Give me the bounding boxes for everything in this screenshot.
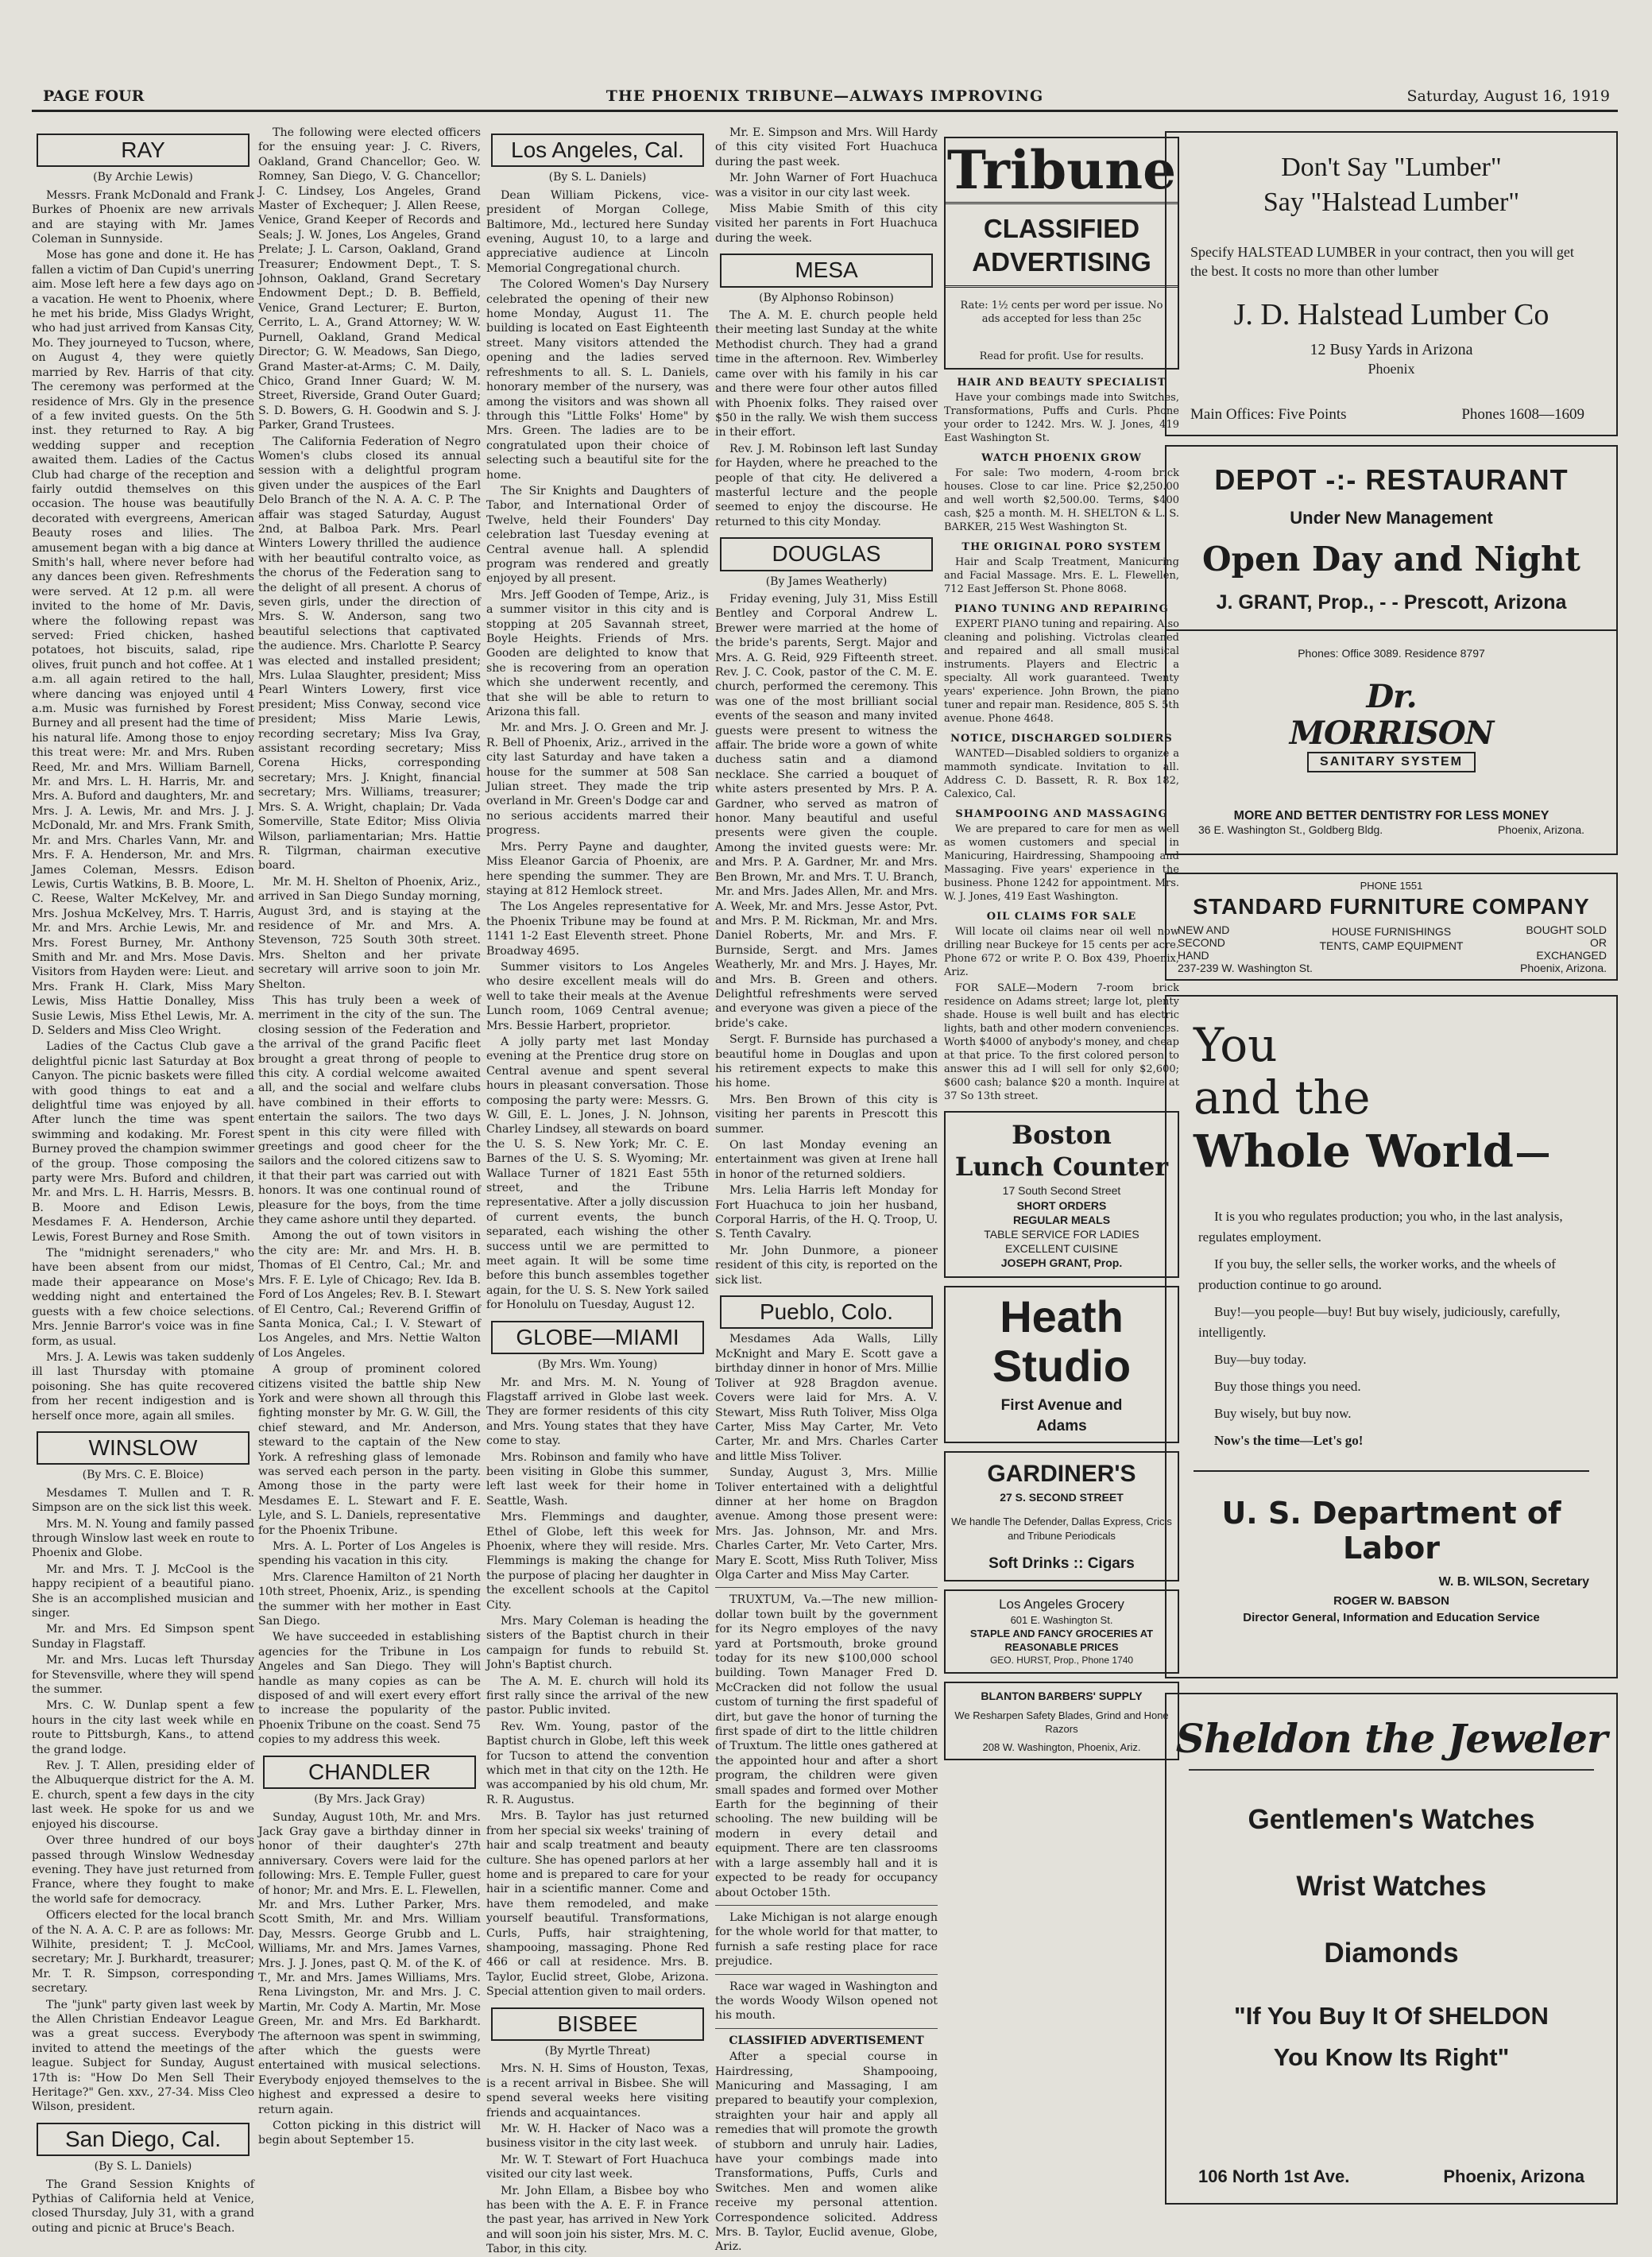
classified-text: For sale: Two modern, 4-room brick houses. Close to car line. Price $2,250.00 and well worth $2,500.00. Terms, $400 cash, $25 a month. M. H. SHELTON & L. S. BARKER, 215 West Washington St.	[944, 467, 1179, 533]
labor-block	[1194, 1470, 1589, 1624]
paragraph: If you buy, the seller sells, the worker works, and the wheels of production continue to go around.	[1198, 1256, 1556, 1292]
classified-title: CLASSIFIED	[983, 214, 1140, 243]
ad-address: 36 E. Washington St., Goldberg Bldg.	[1198, 823, 1383, 836]
paragraph: Messrs. Frank McDonald and Frank Burkes of Phoenix are new arrivals and are staying with Mr. James Coleman in Sunnyside.	[32, 188, 254, 246]
ad-item: Diamonds	[1324, 1938, 1459, 1969]
paragraph: The Los Angeles representative for the Phoenix Tribune may be found at 1141 1-2 East Eleventh street. Phone Broadway 4695.	[486, 900, 709, 958]
paragraph: Buy!—you people—buy! But buy wisely, judiciously, carefully, intelligently.	[1198, 1304, 1561, 1340]
byline: (By S. L. Daniels)	[548, 171, 647, 184]
paragraph: Rev. Wm. Young, pastor of the Baptist church in Globe, left this week for Tucson to attend the convention which met in that city on the 12th. He was accompanied by his old chum, Mr. R. R. Augustus.	[486, 1720, 709, 1806]
paragraph: Mr. and Mrs. Lucas left Thursday for Stevensville, where they will spend the summer.	[32, 1654, 254, 1697]
paragraph: Race war waged in Washington and the words Woody Wilson opened not his mouth.	[715, 1980, 938, 2023]
ad-text: Main Offices: Five Points	[1190, 406, 1347, 423]
paragraph: After a special course in Hairdressing, Shampooing, Manicuring and Massaging, I am prepared to beautify your complexion, straighten your hair and apply all remedies that will promote the growth of stubborn and unruly hair. Ladies, have your combings made into Transformations, Puffs, Curls and Switches. Men and women alike receive my personal attention. Correspondence solicited. Address Mrs. B. Taylor, Euclid avenue, Globe, Ariz.	[715, 2050, 938, 2254]
ad-address: Phoenix, Arizona.	[1520, 962, 1607, 974]
ad-text: TENTS, CAMP EQUIPMENT	[1319, 939, 1464, 952]
paragraph: Miss Mabie Smith of this city visited her parents in Fort Huachuca during the week.	[715, 203, 938, 245]
slogan: "If You Buy It Of SHELDON	[1234, 2002, 1549, 2030]
classified-header-box	[944, 137, 1179, 370]
paragraph: Mr. W. H. Hacker of Naco was a business visitor in the city last week.	[486, 2123, 709, 2151]
ad-title: Heath	[1000, 1291, 1124, 1341]
ad-headline: and the	[1194, 1070, 1371, 1125]
ad-title: Lunch Counter	[954, 1152, 1169, 1182]
ad-address: 237-239 W. Washington St.	[1178, 962, 1313, 974]
paragraph: Mr. E. Simpson and Mrs. Will Hardy of this city visited Fort Huachuca during the past week.	[715, 126, 938, 168]
ad-title: DEPOT -:- RESTAURANT	[1214, 463, 1569, 496]
headline-douglas: DOUGLAS	[720, 537, 933, 571]
classified-text: Have your combings made into Switches, Transformations, Puffs and Curls. Phone your order to 1242. Mrs. W. J. Jones, 419 East Washington St.	[944, 392, 1179, 444]
ad-address: Phoenix, Arizona	[1443, 2166, 1584, 2186]
paragraph: Over three hundred of our boys passed through Winslow Wednesday evening. They have just returned from France, where they fought to make the world safe for democracy.	[32, 1834, 254, 1906]
classified-title: OIL CLAIMS FOR SALE	[986, 911, 1137, 923]
paragraph: Mrs. N. H. Sims of Houston, Texas, is a recent arrival in Bisbee. She will spend several weeks here visiting friends and acquaintances.	[486, 2062, 709, 2120]
ad-line: SHORT ORDERS	[1016, 1199, 1107, 1212]
headline-pueblo: Pueblo, Colo.	[720, 1295, 933, 1329]
paragraph: Dean William Pickens, vice-president of Morgan College, Baltimore, Md., lectured here Sunday evening, August 10, to a large and appreciative audience at Lincoln Memorial Congregational church.	[486, 188, 709, 275]
paragraph: Lake Michigan is not alarge enough for the whole world for that matter, to furnish a safe resting place for race prejudice.	[715, 1911, 938, 1969]
ad-text: Phoenix	[1368, 361, 1415, 377]
paragraph: Mr. John Ellam, a Bisbee boy who has been with the A. E. F. in France the past year, has arrived in New York and will soon join his sister, Mrs. M. C. Tabor, in this city.	[486, 2184, 709, 2256]
byline: (By James Weatherly)	[765, 575, 888, 588]
ad-line: JOSEPH GRANT, Prop.	[1000, 1256, 1123, 1269]
depot-restaurant-ad	[1165, 445, 1618, 631]
classified-title: NOTICE, DISCHARGED SOLDIERS	[950, 733, 1173, 745]
paragraph: Mr. and Mrs. M. N. Young of Flagstaff arrived in Globe last week. They are former residents of this city and Mrs. Young states that they have come to stay.	[486, 1376, 709, 1448]
paragraph: Mr. and Mrs. T. J. McCool is the happy recipient of a beautiful piano. She is an accomplished musician and singer.	[32, 1562, 254, 1620]
paragraph: The Grand Session Knights of Pythias of California held at Venice, closed Thursday, July 31, with a grand outing and picnic at Bruce's Beach.	[32, 2178, 254, 2235]
paragraph: Rev. J. T. Allen, presiding elder of the Albuquerque district for the A. M. E. church, spent a few days in the city last week. He spoke for us and we enjoyed his discourse.	[32, 1760, 254, 1831]
company-name: Sheldon the Jeweler	[1175, 1715, 1608, 1762]
paragraph: Sergt. F. Burnside has purchased a beautiful home in Douglas and upon his retirement expects to make this his home.	[715, 1033, 938, 1090]
advertising-title: ADVERTISING	[946, 246, 1178, 288]
ad-title: Boston	[1012, 1120, 1112, 1150]
paragraph: The A. M. E. church will hold its first rally since the arrival of the new pastor. Public invited.	[486, 1674, 709, 1717]
ad-line: REGULAR MEALS	[1012, 1214, 1111, 1226]
classified-list	[944, 376, 1179, 1103]
paragraph: Summer visitors to Los Angeles who desire excellent meals will do well to take their meals at the Avenue Lunch room, 1069 Central avenue; Mrs. Bessie Harbert, proprietor.	[486, 960, 709, 1032]
ad-title: Studio	[992, 1341, 1132, 1391]
byline: (By S. L. Daniels)	[94, 2160, 192, 2174]
paragraph: Buy those things you need.	[1214, 1379, 1361, 1394]
article-ray	[32, 188, 254, 1423]
paragraph: This has truly been a week of merriment in the city of the sun. The closing session of the Federation and the arrival of the grand Pacific fleet brought a great throng of people to this city. A cordial welcome awaited all, and the social and welfare clubs have combined in their efforts to entertain the sailors. The two days spent in this city were filled with greetings and good cheer for the sailors and the colored citizens saw to it that their part was carried out with honors. It was one continual round of pleasure for the boys, from the time they came ashore until they departed.	[258, 993, 481, 1227]
headline-chandler: CHANDLER	[263, 1756, 476, 1789]
paper-title: THE PHOENIX TRIBUNE—ALWAYS IMPROVING	[605, 87, 1044, 105]
director-title: Director General, Information and Education Service	[1243, 1611, 1540, 1624]
paragraph: The following were elected officers for the ensuing year: J. C. Rivers, Oakland, Grand Chancellor; Geo. W. Romney, San Diego, V. G. Chancellor; J. C. Lindsey, Los Angeles, Grand Master of Exchequer; J. Allen Reese, Venice, Grand Keeper of Records and Seals; J. W. Jones, Los Angeles, Grand Prelate; J. L. Carson, Oakland, Grand Treasurer; Endowment Dept., T. S. Johnson, Oakland, Grand Secretary Endowment Dept.; D. B. Beffield, Venice, Grand Lecturer; E. Burton, Cerrito, L. A., Grand Attorney; W. W. Purnell, Oakland, Grand Medical Director; G. W. Meadows, San Diego, Grand Master-at-Arms; C. M. Daily, Chico, Grand Inner Guard; W. M. Street, Riverside, Grand Outer Guard; S. D. Bowers, G. H. Goodwin and S. J. Parker, Grand Trustees.	[258, 126, 481, 432]
gardiners-ad	[944, 1451, 1179, 1581]
divider	[715, 2028, 938, 2029]
ad-title: BLANTON BARBERS' SUPPLY	[981, 1690, 1143, 1702]
heath-studio-ad	[944, 1286, 1179, 1443]
classified-text: EXPERT PIANO tuning and repairing. Also cleaning and polishing. Victrolas cleaned and repaired and all small musical instruments. Players and Electric a specialty. All work guaranteed. Twenty years' experience. John Brown, the piano tuner and repair man. Residence, 805 S. 5th avenue. Phone 4648.	[944, 618, 1179, 725]
paragraph: Among the out of town visitors in the city are: Mr. and Mrs. H. B. Thomas of El Centro, Cal.; Mr. and Mrs. F. E. Lyle of Chicago; Rev. Ida B. Ford of Los Angeles; Rev. B. I. Stewart of El Centro, Cal.; Reverend Griffin of Santa Monica, Cal.; I. V. Stewart of Los Angeles, and Mrs. Nettie Walton of Los Angeles.	[258, 1229, 481, 1360]
ad-text: Soft Drinks :: Cigars	[988, 1555, 1135, 1572]
classified-text: We are prepared to care for men as well as women customers and special in Manicuring, Hairdressing, Shampooing and Massaging. Five years' experience in the business. Phone 1242 for appointment. Mrs. W. J. Jones, 419 East Washington.	[944, 823, 1179, 903]
headline-globe-miami: GLOBE—MIAMI	[491, 1321, 704, 1354]
paragraph: Now's the time—Let's go!	[1214, 1433, 1364, 1448]
paragraph: The Sir Knights and Daughters of Tabor, and International Order of Twelve, held their Founders' Day celebration last Tuesday evening at Central avenue hall. A splendid program was rendered and greatly enjoyed by all present.	[486, 484, 709, 586]
classified-text: FOR SALE—Modern 7-room brick residence on Adams street; large lot, plenty shade. House is well built and has electric lights, bath and other modern conveniences. Worth $4000 of anybody's money, and cheap at that price. To the first colored person to answer this ad I will sell for only $2,600; $600 cash; balance $20 a month. Inquire at 37 So 13th street.	[944, 982, 1179, 1102]
paragraph: Mose has gone and done it. He has fallen a victim of Dan Cupid's unerring aim. Mose left here a few days ago on a vacation. He went to Phoenix, where he met his bride, Miss Gladys Wright, who had just arrived from Kansas City, Mo. They journeyed to Tucson, where, on August 4, they were quietly married by Rev. Harris of that city. The ceremony was performed at the residence of Mrs. Gly in the presence of a few invited guests. On the 5th inst. they returned to Ray. A big wedding supper and reception awaited them. Ladies of the Cactus Club had charge of the reception and fairly outdid themselves on this occasion. The house was beautifully decorated with evergreens, American Beauty roses and lilies. The amusement began with a big dance at Smith's hall, where never before had any dances been given. Refreshments were served. At 12 p.m. all were invited to the home of Mr. Davis, where the following repast was served: Fried chicken, hashed potatoes, hot biscuits, salad, ripe olives, fruit punch and hot coffee. At 1 a.m. all again retired to the hall, where dancing was enjoyed until 4 a.m. Music was furnished by Forest Burney and all present had the time of his natural life. Among those to enjoy this treat were: Mr. and Mrs. Ruben Reed, Mr. and Mrs. William Barnell, Mr. and Mrs. L. H. Harris, Mr. and Mrs. A. Buford and daughters, Mr. and Mrs. J. A. Lewis, Mr. and Mrs. J. J. McDonald, Mr. and Mrs. Frank Smith, Mr. and Mrs. Charles Vann, Mr. and Mrs. F. A. Henderson, Mr. and Mrs. James Coleman, Messrs. Edison Lewis, Curtis Watkins, B. B. Moore, L. C. Reese, Walter McKelvey, Mr. and Mrs. Joshua McKelvey, Mrs. T. Harris, Mr. and Mrs. Archie Lewis, Mr. and Mrs. Forest Burney, Mr. Anthony Smith and Mr. and Mrs. Mose Davis. Visitors from Hayden were: Lieut. and Mrs. Frank H. Clark, Miss Mary Lewis, Miss Hattie Donalley, Miss Susie Lewis, Miss Ethel Lewis, Mr. A. D. Selders and Miss Cleo Wright.	[32, 249, 254, 1037]
paragraph: Mrs. M. N. Young and family passed through Winslow last week en route to Phoenix and Globe.	[32, 1517, 254, 1560]
paragraph: Officers elected for the local branch of the N. A. A. C. P. are as follows: Mr. Wilhite, president; T. J. McCool, secretary; Mr. J. Burkhardt, treasurer; Mr. T. R. Simpson, corresponding secretary.	[32, 1909, 254, 1996]
ad-address: Phoenix, Arizona.	[1498, 823, 1584, 836]
ad-text: BOUGHT SOLD OR EXCHANGED	[1526, 923, 1607, 962]
boston-lunch-ad	[944, 1111, 1179, 1278]
ad-headline: You	[1194, 1018, 1278, 1072]
paragraph: Mrs. Robinson and family who have been visiting in Globe this summer, left last week for their home in Seattle, Wash.	[486, 1450, 709, 1508]
paragraph: Mesdames T. Mullen and T. R. Simpson are on the sick list this week.	[32, 1486, 254, 1515]
ad-text: NEW AND SECOND HAND	[1178, 923, 1230, 962]
classified-text: WANTED—Disabled soldiers to organize a mammoth syndicate. Invitation to all. Address C. D. Bassett, R. R. Box 182, Calexico, Cal.	[944, 748, 1179, 800]
logo-text: Dr. MORRISON	[1289, 678, 1494, 752]
byline: (By Mrs. Wm. Young)	[537, 1358, 658, 1372]
paragraph: Mrs. Jeff Gooden of Tempe, Ariz., is a summer visitor in this city and is stopping at 205 Savannah street, Boyle Heights. Friends of Mrs. Gooden are delighted to know that she is recovering from an operation which she underwent recently, and that she will be able to return to Arizona this fall.	[486, 588, 709, 719]
classified-title: HAIR AND BEAUTY SPECIALIST	[957, 377, 1166, 389]
paragraph: Friday evening, July 31, Miss Estill Bentley and Corporal Andrew L. Brewer were married at the home of the bride's parents, Sergt. Major and Mrs. A. G. Reid, 929 Fifteenth street. Rev. J. C. Cook, pastor of the C. M. E. church, performed the ceremony. This was one of the most brilliant social events of the season and many invited guests were present to witness the affair. The bride wore a gown of white duchess satin and a diamond necklace. She carried a bouquet of white asters presented by Mrs. P. A. Gardner, who served as matron of honor. Many beautiful and useful presents were given the couple. Among the invited guests were: Mr. and Mrs. P. A. Gardner, Mr. and Mrs. Ben Brown, Mr. and Mrs. T. U. Branch, Mr. and Mrs. Jades Allen, Mr. and Mrs. A. Week, Mr. and Mrs. Jesse Astor, Pvt. and Mrs. P. M. Rickman, Mr. and Mrs. Daniel Roberts, Mr. and Mrs. F. Burnside, Sergt. and Mrs. James Weatherly, Mr. and Mrs. J. Hayes, Mr. and Mrs. B. Green and others. Delightful refreshments were served and everyone was given a piece of the bride's cake.	[715, 592, 938, 1030]
paragraph: TRUXTUM, Va.—The new million-dollar town built by the government for its Negro employes of the navy yard at Portsmouth, broke ground today for its new $100,000 school building. Town Manager Fred D. McCracken did not follow the usual custom of turning the first spadeful of dirt, but gave the honor of turning the first spade of dirt to the little children of Truxtum. The little ones gathered at the appointed hour and after a short program, the children were given small spades and formed over Mother Earth for the beginning of their schooling. The new building will be modern in every detail and equipment. There are ten classrooms with a large assembly hall and it is expected to be ready for occupancy about October 15th.	[715, 1593, 938, 1899]
ad-address: First Avenue and	[1000, 1397, 1123, 1414]
paragraph: The Colored Women's Day Nursery celebrated the opening of their new home Monday, August 11. The building is located on East Eighteenth street. Many visitors attended the opening and the ladies served refreshments to all. S. L. Daniels, honorary member of the nursery, was among the visitors and was shown all through this "Little Folks' Home" by Mrs. Green. The ladies are to be congratulated upon their choice of selecting such a beautiful site for the home.	[486, 278, 709, 482]
headline-mesa: MESA	[720, 254, 933, 287]
ad-title: Don't Say "Lumber"	[1281, 153, 1502, 182]
ad-headline: Open Day and Night	[1202, 540, 1580, 579]
paragraph: Mrs. Perry Payne and daughter, Miss Eleanor Garcia of Phoenix, are here spending the summer. They are staying at 812 Hemlock street.	[486, 840, 709, 897]
paragraph: Cotton picking in this district will begin about September 15.	[258, 2120, 481, 2147]
sheldon-jeweler-ad	[1165, 1693, 1618, 2205]
ad-line: TABLE SERVICE FOR LADIES	[984, 1228, 1139, 1241]
tribune-logo: Tribune	[946, 138, 1178, 204]
ad-text: MORE AND BETTER DENTISTRY FOR LESS MONEY	[1233, 809, 1549, 823]
read-note: Read for profit. Use for results.	[979, 350, 1144, 362]
ad-phone: Phones 1608—1609	[1461, 406, 1584, 423]
paragraph: Sunday, August 10th, Mr. and Mrs. Jack Gray gave a birthday dinner in honor of their daughter's 27th anniversary. Covers were laid for the following: Mrs. E. Temple Fuller, guest of honor; Mr. and Mrs. E. L. Flewellen, Mr. and Mrs. Luther Parker, Mrs. Scott Smith, Mr. and Mrs. William Day, Messrs. George Grubb and L. Williams, Mr. and Mrs. James Varnes, Mrs. J. J. Jones, past Q. M. of the K. of T., Mr. and Mrs. James Williams, Mrs. Rena Livingston, Mr. and Mrs. J. C. Martin, Mr. Cody A. Martin, Mr. Mose Green, Mr. and Mrs. Ed Barkhardt. The afternoon was spent in swimming, after which the guests were entertained with musical selections. Everybody enjoyed themselves to the highest and expressed a desire to return again.	[258, 1810, 481, 2116]
ad-text: Under New Management	[1290, 508, 1493, 528]
ad-text: GEO. HURST, Prop., Phone 1740	[989, 1655, 1134, 1666]
company-name: STANDARD FURNITURE COMPANY	[1193, 894, 1590, 919]
paragraph: Mrs. B. Taylor has just returned from her special six weeks' training of hair and scalp treatment and beauty culture. She has opened parlors at her home and is prepared to care for your hair in a scientific manner. Come and have them remodeled, and make yourself beautiful. Transformations, Curls, Puffs, hair straightening, shampooing, massaging. Phone Red 466 or call at residence. Mrs. B. Taylor, Euclid street, Globe, Arizona. Special attention given to mail orders.	[486, 1810, 709, 1999]
paragraph: Mrs. Clarence Hamilton of 21 North 10th street, Phoenix, Ariz., is spending the summer with her mother in East San Diego.	[258, 1570, 481, 1628]
column-3	[486, 126, 709, 2256]
paragraph: Mrs. J. A. Lewis was taken suddenly ill last Thursday with ptomaine poisoning. She has quite recovered from her recent indigestion and is herself once more, again all smiles.	[32, 1350, 254, 1423]
page-number: PAGE FOUR	[43, 87, 145, 105]
paragraph: Mr. M. H. Shelton of Phoenix, Ariz., arrived in San Diego Sunday morning, August 3rd, and is staying at the residence of Mr. and Mrs. A. Stevenson, 725 South 30th street. Mrs. Shelton and her private secretary will arrive soon to join Mr. Shelton.	[258, 875, 481, 991]
column-5	[944, 126, 1179, 2208]
secretary: W. B. WILSON, Secretary	[1438, 1575, 1589, 1589]
column-2	[258, 126, 481, 2208]
paragraph: Rev. J. M. Robinson left last Sunday for Hayden, where he preached to the people of that city. He delivered a masterful lecture and the people seemed to enjoy the discourse. He returned to this city Monday.	[715, 442, 938, 528]
headline-text: Whole World	[1194, 1125, 1514, 1178]
byline: (By Mrs. C. E. Bloice)	[82, 1469, 204, 1482]
classified-title: SHAMPOOING AND MASSAGING	[955, 808, 1168, 820]
byline: (By Mrs. Jack Gray)	[314, 1793, 425, 1806]
ad-text: We Resharpen Safety Blades, Grind and Hone Razors	[954, 1709, 1169, 1735]
ad-title: GARDINER'S	[987, 1461, 1136, 1487]
paragraph: The "junk" party given last week by the Allen Christian Endeavor League was a great success. Everybody invited to attend the meetings of the league. Subject for Sunday, August 17th is: "How Do Men Sell Their Heritage?" Gen. xxv., 27-34. Miss Cleo Wilson, president.	[32, 1998, 254, 2114]
headline-san-diego: San Diego, Cal.	[37, 2123, 250, 2156]
logo-subtext: SANITARY SYSTEM	[1307, 752, 1476, 772]
paragraph: Mr. and Mrs. Ed Simpson spent Sunday in Flagstaff.	[32, 1623, 254, 1651]
slogan: You Know Its Right"	[1273, 2043, 1510, 2071]
ad-title: Say "Halstead Lumber"	[1263, 188, 1520, 217]
classified-title: WATCH PHOENIX GROW	[981, 452, 1142, 464]
paragraph: Mr. John Dunmore, a pioneer resident of this city, is reported on the sick list.	[715, 1244, 938, 1287]
article-winslow	[32, 1486, 254, 2115]
ad-address: 106 North 1st Ave.	[1198, 2166, 1350, 2186]
byline: (By Myrtle Threat)	[544, 2044, 651, 2058]
classified-text: Will locate oil claims near oil well now drilling near Buckeye for 15 cents per acre. Phone 672 or write P. O. Box 439, Phoenix, Ariz.	[944, 926, 1179, 978]
barbers-ad	[944, 1682, 1179, 1760]
paragraph: A group of prominent colored citizens visited the battle ship New York and were shown all through this fighting monster by Mr. G. W. Gill, the chief steward, and Mr. Anderson, steward to the captain of the New York. A refreshing glass of lemonade was served each person in the party. Among those in the party were Mesdames E. L. Stewart and F. E. Lyle, and S. L. Daniels, representative for the Phoenix Tribune.	[258, 1363, 481, 1537]
byline: (By Archie Lewis)	[93, 171, 193, 184]
classified-title: THE ORIGINAL PORO SYSTEM	[961, 541, 1162, 553]
paragraph: On last Monday evening an entertainment was given at Irene hall in honor of the returned soldiers.	[715, 1139, 938, 1181]
halstead-lumber-ad	[1165, 131, 1618, 436]
column-4	[715, 126, 938, 2254]
ad-headline	[1194, 1124, 1616, 1179]
ad-address: 17 South Second Street	[1002, 1184, 1121, 1197]
paragraph: Mr. W. T. Stewart of Fort Huachuca visited our city last week.	[486, 2153, 709, 2182]
ad-item: Wrist Watches	[1296, 1871, 1487, 1902]
morrison-dentist-ad	[1165, 629, 1618, 855]
ad-item: Gentlemen's Watches	[1248, 1804, 1535, 1835]
paragraph: Mrs. Flemmings and daughter, Ethel of Globe, left this week for Phoenix, where they will reside. Mrs. Flemmings is making the change for the purpose of placing her daughter in the excellent schools at the Capitol City.	[486, 1511, 709, 1612]
divider	[715, 1905, 938, 1906]
divider	[715, 1587, 938, 1588]
ad-address: 601 E. Washington St.	[1010, 1614, 1113, 1626]
ad-title: Los Angeles Grocery	[999, 1597, 1124, 1612]
whole-world-ad	[1165, 995, 1618, 1678]
dash-rule	[1517, 1153, 1549, 1157]
paragraph: Mr. John Warner of Fort Huachuca was a visitor in our city last week.	[715, 172, 938, 199]
furniture-ad	[1165, 873, 1618, 981]
divider	[715, 1974, 938, 1975]
ad-text: We handle The Defender, Dallas Express, Cricis and Tribune Periodicals	[951, 1516, 1172, 1542]
grocery-ad	[944, 1589, 1179, 1674]
headline-los-angeles: Los Angeles, Cal.	[491, 134, 704, 167]
headline-winslow: WINSLOW	[37, 1431, 250, 1465]
headline-ray: RAY	[37, 134, 250, 167]
department-name: U. S. Department of Labor	[1221, 1496, 1561, 1566]
paragraph: We have succeeded in establishing agencies for the Tribune in Los Angeles and San Diego. They will handle as many copies as can be disposed of and will exert every effort to increase the popularity of the Phoenix Tribune on the coast. Send 75 copies to my address this week.	[258, 1631, 481, 1747]
paragraph: The "midnight serenaders," who have been absent from our midst, made their appearance on Mose's wedding night and entertained the guests with a few choice selections. Mrs. Jennie Barror's voice was in fine form, as usual.	[32, 1247, 254, 1348]
director: ROGER W. BABSON	[1333, 1594, 1449, 1608]
ad-text: STAPLE AND FANCY GROCERIES AT REASONABLE PRICES	[969, 1628, 1154, 1653]
ad-line: EXCELLENT CUISINE	[1004, 1242, 1119, 1255]
ad-address: Adams	[1036, 1418, 1087, 1434]
paragraph: Mrs. Mary Coleman is heading the sisters of the Baptist church in their campaign for funds to rebuild St. John's Baptist church.	[486, 1615, 709, 1672]
ad-text: 12 Busy Yards in Arizona	[1310, 341, 1473, 358]
paragraph: Sunday, August 3, Mrs. Millie Toliver entertained with a delightful dinner at her home on Bragdon avenue. Among those present were: Mrs. Jas. Johnson, Mr. and Mrs. Charles Carter, Mr. Veto Carter, Mrs. Mary E. Scott, Miss Ruth Toliver, Miss Olga Carter and Miss May Carter.	[715, 1466, 938, 1581]
ad-phone: Phones: Office 3089. Residence 8797	[1298, 647, 1485, 660]
paragraph: Mrs. A. L. Porter of Los Angeles is spending his vacation in this city.	[258, 1540, 481, 1568]
ad-phone: PHONE 1551	[1360, 880, 1423, 892]
paragraph: It is you who regulates production; you who, in the last analysis, regulates employment.	[1198, 1209, 1563, 1245]
ad-body	[1166, 1179, 1616, 1451]
paragraph: Mrs. Lelia Harris left Monday for Fort Huachuca to join her husband, Corporal Harris, of the H. Q. Troop, U. S. Tenth Cavalry.	[715, 1184, 938, 1241]
paragraph: Ladies of the Cactus Club gave a delightful picnic last Saturday at Box Canyon. The picnic baskets were filled with good things to eat and a delightful time was enjoyed by all. After lunch the time was spent swimming and kodaking. Mr. Forest Burney proved the champion swimmer of the group. Those composing the party were Mrs. Buford and children, Mr. and Mrs. L. H. Harris, Messrs. B. B. Moore and Edison Lewis, Mesdames F. A. Henderson, Archie Lewis, Forest Burney and Rose Smith.	[32, 1040, 254, 1244]
morrison-logo	[1260, 679, 1522, 772]
paragraph: Mrs. Ben Brown of this city is visiting her parents in Prescott this summer.	[715, 1093, 938, 1136]
paragraph: Buy—buy today.	[1214, 1352, 1307, 1367]
classified-text: Hair and Scalp Treatment, Manicuring and Facial Massage. Mrs. E. L. Flewellen, 712 East Jefferson St. Phone 8068.	[944, 556, 1179, 595]
masthead	[32, 87, 1618, 112]
ad-text: Specify HALSTEAD LUMBER in your contract, then you will get the best. It costs no more than other lumber	[1190, 244, 1574, 279]
classified-title: PIANO TUNING AND REPAIRING	[954, 603, 1169, 615]
headline-bisbee: BISBEE	[491, 2007, 704, 2041]
ad-text: J. GRANT, Prop., - - Prescott, Arizona	[1216, 591, 1567, 614]
paragraph: Mr. and Mrs. J. O. Green and Mr. J. R. Bell of Phoenix, Ariz., arrived in the city last Saturday and have taken a house for the summer at 508 San Julian street. They made the trip overland in Mr. Green's Dodge car and no serious accidents marred their progress.	[486, 722, 709, 838]
byline: (By Alphonso Robinson)	[759, 291, 894, 304]
paragraph: A jolly party met last Monday evening at the Prentice drug store on Central avenue and spent several hours in pleasant conversation. Those composing the party were: Messrs. G. W. Gill, E. L. Jones, J. N. Johnson, Charley Lindsey, all stewards on board the U. S. S. New York; Mr. C. E. Barnes of the U. S. S. Wyoming; Mr. Wallace Turner of 1821 East 55th street, and the Tribune representative. After a jolly discussion of current events, the bunch separated, each wishing the other success until we are permitted to meet again. It will be some time before this bunch assembles together again, for the U. S. S. New York sailed for Honolulu on Tuesday, August 12.	[486, 1035, 709, 1312]
paragraph: Buy wisely, but buy now.	[1214, 1406, 1352, 1421]
ad-address: 208 W. Washington, Phoenix, Ariz.	[982, 1741, 1141, 1753]
ad-address: 27 S. SECOND STREET	[1000, 1491, 1124, 1504]
company-name: J. D. Halstead Lumber Co	[1233, 298, 1549, 331]
column-1	[32, 126, 254, 2235]
divider	[1189, 1769, 1593, 1771]
paragraph: Mesdames Ada Walls, Lilly McKnight and Mary E. Scott gave a birthday dinner in honor of Mrs. Millie Toliver at 928 Bragdon avenue. Covers were laid for Mrs. A. V. Stewart, Miss Ruth Toliver, Miss Olga Carter, Miss May Carter, Mr. Veto Carter, Mr. and Mrs. Charles Carter and little Miss Toliver.	[715, 1333, 938, 1463]
classified-heading: CLASSIFIED ADVERTISEMENT	[729, 2034, 924, 2047]
ad-text: HOUSE FURNISHINGS	[1331, 925, 1452, 938]
issue-date: Saturday, August 16, 1919	[1406, 87, 1610, 105]
rate-note: Rate: 1½ cents per word per issue. No ads accepted for less than 25c	[960, 300, 1163, 325]
paragraph: The California Federation of Negro Women's clubs closed its annual session with a delightful program given under the auspices of the Earl Delo Branch of the N. A. A. C. P. The affair was staged Saturday, August 2nd, at Balboa Park. Mrs. Pearl Winters Lowery thrilled the audience with her beautiful contralto voice, as the chorus of the Federation sang to the delight of all present. A chorus of seven girls, under the direction of Mrs. S. W. Anderson, sang two beautiful selections that captivated the audience. Mrs. Charlotte P. Searcy was elected and installed president; Mrs. Lulaa Slaughter, president; Miss Pearl Winters Lowery, first vice president; Miss Conway, second vice president; Miss Marie Lewis, recording secretary; Miss Iva Gray, assistant recording secretary; Miss Corena Hicks, corresponding secretary; Mrs. J. Knight, financial secretary; Mrs. Williams, treasurer; Mrs. S. A. Wright, chaplain; Dr. Vada Somerville, State Editor; Miss Olivia Wilson, parliamentarian; Mrs. Hattie R. Tilgrman, chairman executive board.	[258, 435, 481, 873]
paragraph: Mrs. C. W. Dunlap spent a few hours in the city last week while en route to Pittsburgh, Kans., to attend the grand lodge.	[32, 1699, 254, 1756]
paragraph: The A. M. E. church people held their meeting last Sunday at the white Methodist church. They had a grand time in the afternoon. Rev. Wimberley came over with his family in his car and there were four other autos filled with Phoenix folks. They raised over $50 in the rally. We wish them success in their effort.	[715, 309, 938, 439]
